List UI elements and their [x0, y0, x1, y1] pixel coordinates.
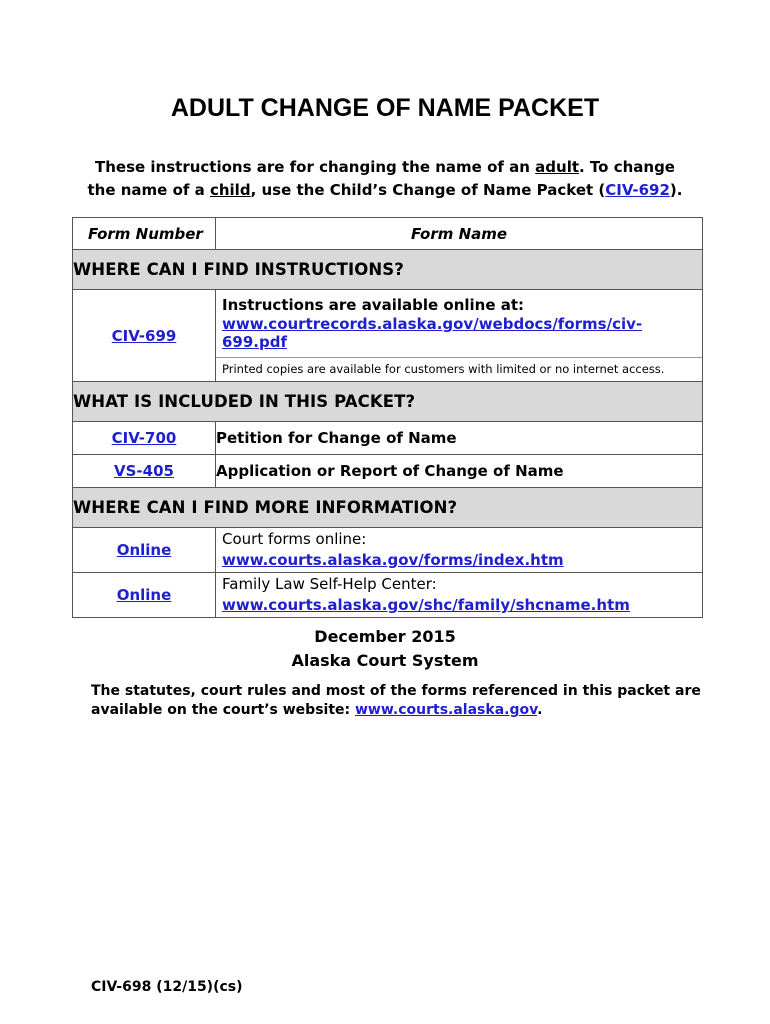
section-heading-instructions: WHERE CAN I FIND INSTRUCTIONS? [73, 250, 703, 290]
table-row [73, 573, 703, 618]
intro-line2-text: the name of a [87, 181, 210, 199]
section-heading-more-info: WHERE CAN I FIND MORE INFORMATION? [73, 488, 703, 528]
form-number-cell [73, 455, 216, 488]
date-block [0, 625, 770, 673]
table-row [73, 290, 703, 382]
organization-text: Alaska Court System [291, 651, 479, 670]
instructions-label: Instructions are available online at: [222, 296, 525, 314]
intro-text [60, 156, 710, 202]
online-link-shc[interactable]: Online [116, 586, 172, 604]
adult-underlined: adult [535, 158, 580, 176]
statutes-text: The statutes, court rules and most of the forms referenced in this packet are available on the court’s website: [91, 683, 701, 718]
intro-line2-middle: , use the Child’s Change of Name Packet ( [250, 181, 606, 199]
form-number-cell [73, 573, 216, 618]
forms-table [72, 217, 703, 618]
child-underlined: child [209, 181, 251, 199]
form-number-cell [73, 290, 216, 382]
section-row [73, 382, 703, 422]
form-number-header: Form Number [73, 218, 216, 250]
self-help-link[interactable]: www.courts.alaska.gov/shc/family/shcname.htm [222, 596, 630, 614]
intro-line2-end: ). [669, 181, 683, 199]
more-info-cell [216, 528, 703, 573]
printed-copies-note: Printed copies are available for customers with limited or no internet access. [216, 357, 702, 381]
courts-website-link[interactable]: www.courts.alaska.gov [355, 702, 538, 718]
civ-692-link[interactable]: CIV-692 [605, 181, 670, 199]
civ-700-link[interactable]: CIV-700 [111, 429, 177, 447]
more-info-cell [216, 573, 703, 618]
statutes-paragraph [91, 682, 711, 720]
form-name-header: Form Name [216, 218, 703, 250]
court-forms-label: Court forms online: [222, 530, 367, 548]
form-name-cell: Petition for Change of Name [216, 422, 703, 455]
table-header-row [73, 218, 703, 250]
section-row [73, 250, 703, 290]
form-number-cell [73, 422, 216, 455]
vs-405-link[interactable]: VS-405 [114, 462, 174, 480]
table-row [73, 455, 703, 488]
court-forms-link[interactable]: www.courts.alaska.gov/forms/index.htm [222, 551, 564, 569]
page-title: ADULT CHANGE OF NAME PACKET [170, 94, 600, 122]
date-text: December 2015 [314, 627, 456, 646]
intro-line1-end: . To change [579, 158, 675, 176]
table-row [73, 422, 703, 455]
self-help-label: Family Law Self-Help Center: [222, 575, 437, 593]
statutes-end: . [537, 702, 543, 718]
online-link-forms[interactable]: Online [116, 541, 172, 559]
civ-699-link[interactable]: CIV-699 [111, 326, 177, 345]
form-number-cell [73, 528, 216, 573]
table-row [73, 528, 703, 573]
form-name-cell: Application or Report of Change of Name [216, 455, 703, 488]
form-code-footer: CIV-698 (12/15)(cs) [91, 979, 243, 995]
instructions-cell [216, 290, 703, 382]
intro-line1-text: These instructions are for changing the name of an [95, 158, 536, 176]
section-heading-packet: WHAT IS INCLUDED IN THIS PACKET? [73, 382, 703, 422]
section-row [73, 488, 703, 528]
civ-699-pdf-link[interactable]: www.courtrecords.alaska.gov/webdocs/forms/civ-699.pdf [222, 315, 643, 351]
